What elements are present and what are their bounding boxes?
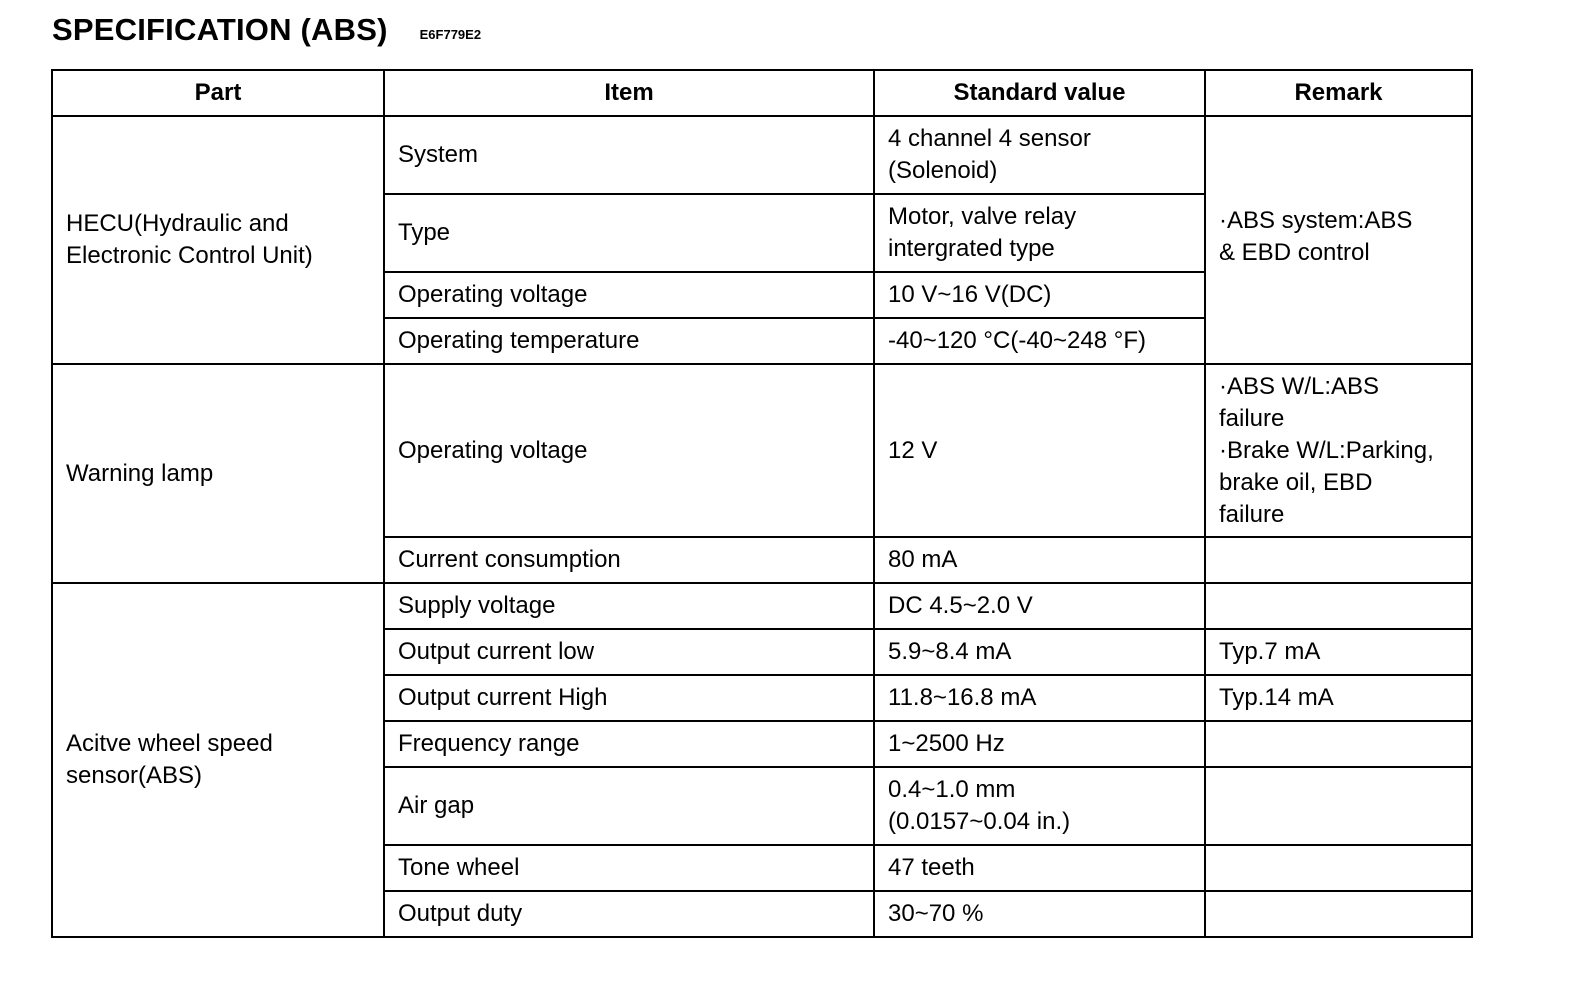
remark-line: & EBD control	[1219, 239, 1370, 266]
value-cell: 30~70 %	[874, 891, 1205, 937]
item-cell: Output current High	[384, 675, 874, 721]
value-cell: 5.9~8.4 mA	[874, 629, 1205, 675]
value-cell: 47 teeth	[874, 845, 1205, 891]
value-cell	[874, 116, 1205, 194]
item-cell: Output current low	[384, 629, 874, 675]
table-header-row	[52, 70, 1472, 116]
remark-line: brake oil, EBD	[1219, 468, 1373, 496]
column-header-item: Item	[384, 70, 874, 116]
item-cell: Current consumption	[384, 537, 874, 583]
part-cell-wheel-speed-sensor	[52, 583, 384, 937]
part-label-line: sensor(ABS)	[66, 762, 203, 789]
remark-line: ·ABS W/L:ABS	[1219, 372, 1380, 400]
part-label-line: HECU(Hydraulic and	[66, 210, 289, 237]
part-cell-warning-lamp: Warning lamp	[52, 364, 384, 583]
column-header-remark: Remark	[1205, 70, 1472, 116]
value-cell: -40~120 °C(-40~248 °F)	[874, 318, 1205, 364]
column-header-part: Part	[52, 70, 384, 116]
remark-cell: Typ.7 mA	[1205, 629, 1472, 675]
document-header	[52, 8, 481, 52]
part-label-line: Electronic Control Unit)	[66, 242, 313, 269]
value-line: (0.0157~0.04 in.)	[888, 808, 1071, 835]
value-line: 0.4~1.0 mm	[888, 776, 1016, 803]
item-cell: System	[384, 116, 874, 194]
item-cell: Supply voltage	[384, 583, 874, 629]
item-cell: Operating temperature	[384, 318, 874, 364]
remark-cell-warning-lamp	[1205, 364, 1472, 537]
remark-line: failure	[1219, 404, 1285, 432]
value-cell	[874, 194, 1205, 272]
value-cell: DC 4.5~2.0 V	[874, 583, 1205, 629]
item-cell: Operating voltage	[384, 272, 874, 318]
value-line: intergrated type	[888, 235, 1055, 262]
part-label-line: Acitve wheel speed	[66, 730, 273, 757]
value-cell: 1~2500 Hz	[874, 721, 1205, 767]
value-line: 4 channel 4 sensor	[888, 125, 1091, 152]
table-row	[52, 364, 1472, 537]
remark-line: ·Brake W/L:Parking,	[1219, 436, 1434, 464]
item-cell: Tone wheel	[384, 845, 874, 891]
remark-cell-empty	[1205, 537, 1472, 583]
value-cell: 11.8~16.8 mA	[874, 675, 1205, 721]
item-cell: Operating voltage	[384, 364, 874, 537]
table-row	[52, 116, 1472, 194]
part-cell-hecu	[52, 116, 384, 364]
page-title: SPECIFICATION (ABS)	[52, 12, 388, 47]
column-header-standard-value: Standard value	[874, 70, 1205, 116]
value-line: Motor, valve relay	[888, 203, 1077, 230]
remark-cell-empty	[1205, 721, 1472, 767]
value-cell: 80 mA	[874, 537, 1205, 583]
remark-cell-empty	[1205, 845, 1472, 891]
remark-cell-empty	[1205, 767, 1472, 845]
document-code: E6F779E2	[419, 26, 482, 42]
remark-line: ·ABS system:ABS	[1219, 207, 1413, 234]
abs-specification-table	[51, 69, 1473, 938]
remark-line: failure	[1219, 500, 1285, 528]
item-cell: Type	[384, 194, 874, 272]
remark-cell-empty	[1205, 891, 1472, 937]
value-cell	[874, 767, 1205, 845]
remark-cell-hecu	[1205, 116, 1472, 364]
item-cell: Output duty	[384, 891, 874, 937]
table-row	[52, 583, 1472, 629]
remark-cell-empty	[1205, 583, 1472, 629]
value-line: (Solenoid)	[888, 157, 998, 184]
item-cell: Frequency range	[384, 721, 874, 767]
remark-cell: Typ.14 mA	[1205, 675, 1472, 721]
value-cell: 10 V~16 V(DC)	[874, 272, 1205, 318]
item-cell: Air gap	[384, 767, 874, 845]
value-cell: 12 V	[874, 364, 1205, 537]
